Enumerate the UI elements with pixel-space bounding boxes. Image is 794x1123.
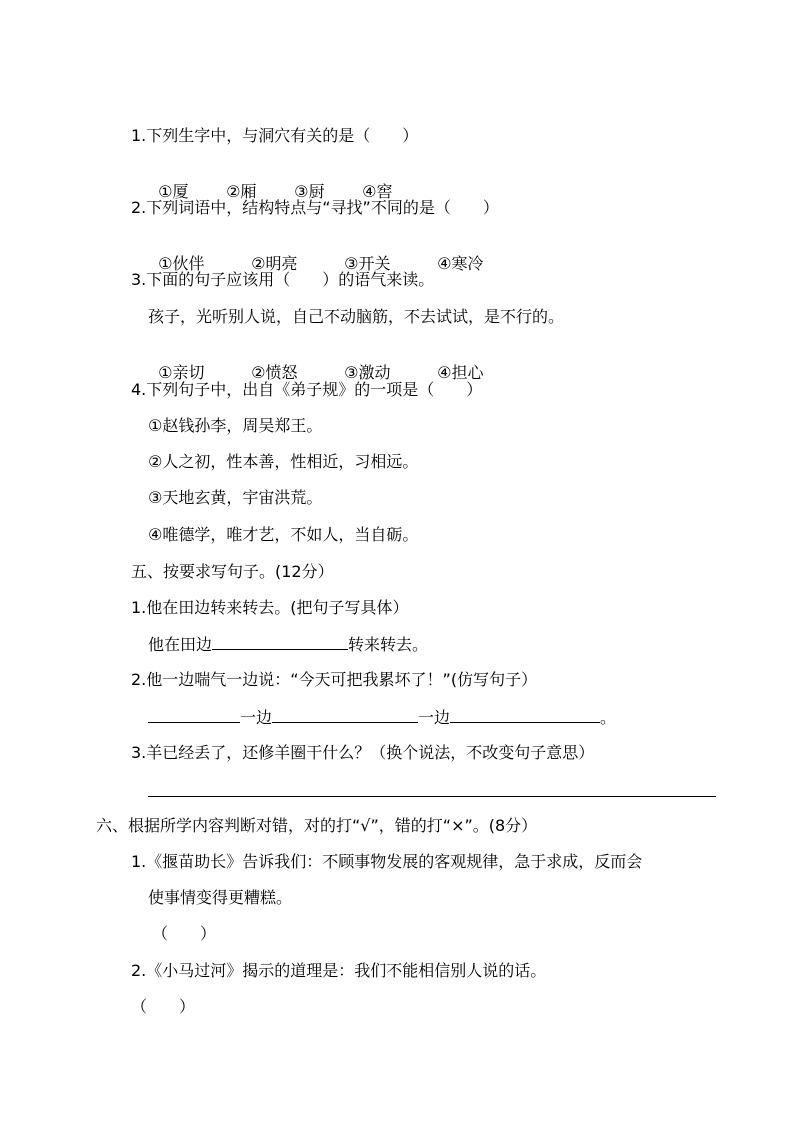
question-3-sentence: 孩子，光听别人说，自己不动脑筋，不去试试，是不行的。	[148, 307, 565, 326]
section-6-question-1-line: 1.《揠苗助长》告诉我们：不顾事物发展的客观规律，急于求成，反而会	[131, 852, 643, 871]
question-4-option: ④唯德学，唯才艺，不如人，当自砺。	[148, 525, 419, 544]
answer-blank[interactable]	[450, 707, 600, 723]
section-6-heading: 六、根据所学内容判断对错，对的打“√”，错的打“×”。(8分）	[96, 816, 538, 835]
answer-blank[interactable]	[212, 634, 348, 650]
question-4-stem: 4.下列句子中，出自《弟子规》的一项是（ ）	[131, 380, 483, 399]
connector-text: 一边	[418, 708, 451, 727]
question-3-stem: 3.下面的句子应该用（ ）的语气来读。	[131, 270, 435, 289]
section-5-question-3-stem: 3.羊已经丢了，还修羊圈干什么？（换个说法，不改变句子意思）	[131, 743, 595, 762]
section-6-question-2-stem: 2.《小马过河》揭示的道理是：我们不能相信别人说的话。	[131, 961, 547, 980]
option: ①厦	[158, 182, 189, 201]
section-5-question-2-answer	[148, 707, 616, 728]
answer-line[interactable]	[148, 796, 716, 797]
option: ②厢	[226, 182, 257, 201]
option: ③厨	[294, 182, 325, 201]
question-1-stem: 1.下列生字中，与洞穴有关的是（ ）	[131, 126, 419, 145]
question-4-option: ①赵钱孙李，周吴郑王。	[148, 416, 323, 435]
end-text: 。	[600, 708, 617, 727]
question-4-option: ③天地玄黄，宇宙洪荒。	[148, 488, 323, 507]
answer-blank[interactable]	[148, 707, 240, 723]
answer-parentheses[interactable]: （ ）	[152, 924, 217, 943]
option: ③激动	[344, 363, 391, 382]
prefix-text: 他在田边	[148, 635, 213, 654]
question-2-options	[148, 234, 484, 274]
option: ④寒冷	[437, 254, 484, 273]
option: ①亲切	[158, 363, 205, 382]
option: ①伙伴	[158, 254, 205, 273]
section-5-heading: 五、按要求写句子。(12分）	[131, 562, 334, 581]
answer-parentheses[interactable]: （ ）	[131, 997, 196, 1016]
question-1-options	[148, 162, 393, 202]
option: ②愤怒	[251, 363, 298, 382]
question-2-stem: 2.下列词语中，结构特点与“寻找”不同的是（ ）	[131, 198, 499, 217]
section-5-question-2-stem: 2.他一边喘气一边说：“今天可把我累坏了！”(仿写句子）	[131, 670, 538, 689]
section-5-question-1-stem: 1.他在田边转来转去。(把句子写具体）	[131, 598, 409, 617]
suffix-text: 转来转去。	[348, 635, 429, 654]
section-5-question-1-answer	[148, 634, 428, 655]
section-6-question-1-line: 使事情变得更糟糕。	[148, 888, 293, 907]
question-4-option: ②人之初，性本善，性相近，习相远。	[148, 452, 419, 471]
answer-blank[interactable]	[272, 707, 418, 723]
option: ④担心	[437, 363, 484, 382]
option: ③开关	[344, 254, 391, 273]
option: ②明亮	[251, 254, 298, 273]
connector-text: 一边	[240, 708, 273, 727]
question-3-options	[148, 343, 484, 383]
option: ④窖	[362, 182, 393, 201]
